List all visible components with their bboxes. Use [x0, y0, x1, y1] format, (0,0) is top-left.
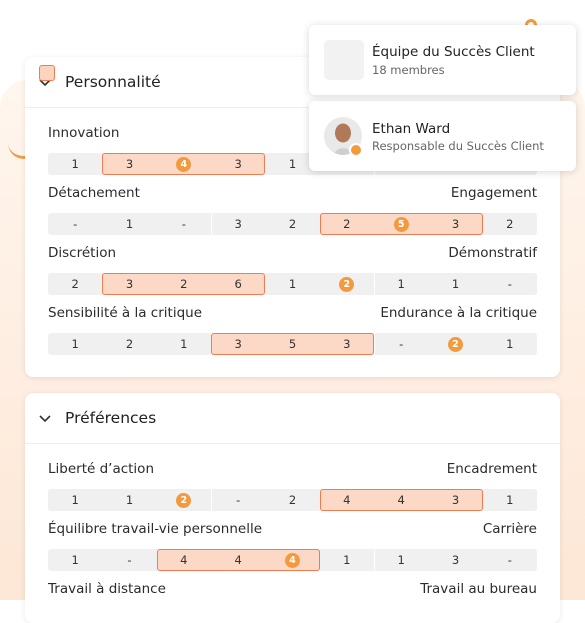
- scale-cell[interactable]: 1: [180, 337, 188, 351]
- scale-bar: [48, 549, 537, 571]
- scale-cell[interactable]: 3: [451, 493, 460, 507]
- position-marker: 2: [448, 337, 463, 352]
- person-role: Responsable du Succès Client: [372, 139, 544, 153]
- scale-cell[interactable]: 1: [125, 217, 134, 231]
- scale-bar: [48, 273, 537, 295]
- scale-right-label: Travail au bureau: [420, 581, 537, 597]
- scale-row: [48, 185, 537, 235]
- scale-cell[interactable]: 3: [234, 217, 242, 231]
- scale-left-label: Travail à distance: [48, 581, 166, 597]
- scale-cell[interactable]: 3: [125, 157, 134, 171]
- scale-cell[interactable]: -: [73, 217, 78, 231]
- chevron-down-icon[interactable]: [25, 411, 65, 425]
- position-marker: 2: [176, 493, 191, 508]
- scale-cell[interactable]: [157, 153, 211, 175]
- scale-cell[interactable]: 4: [180, 553, 188, 567]
- scale-cell[interactable]: -: [507, 553, 512, 567]
- position-marker: 5: [394, 217, 409, 232]
- scale-bar: [48, 333, 537, 355]
- scale-cell[interactable]: 2: [288, 217, 297, 231]
- personality-title: Personnalité: [65, 73, 161, 91]
- scale-cell[interactable]: 3: [451, 217, 460, 231]
- scale-labels: [48, 521, 537, 541]
- scale-cell[interactable]: [374, 213, 428, 235]
- scale-left-label: Détachement: [48, 185, 140, 201]
- scale-cell[interactable]: 1: [71, 157, 79, 171]
- scale-cell[interactable]: 6: [234, 277, 242, 291]
- scale-left-label: Innovation: [48, 125, 120, 141]
- scale-row: [48, 581, 537, 601]
- person-name: Ethan Ward: [372, 121, 451, 137]
- scale-right-label: Endurance à la critique: [380, 305, 537, 321]
- team-avatar: [324, 40, 364, 80]
- scale-row: [48, 305, 537, 355]
- scale-row: [48, 461, 537, 511]
- scale-cell[interactable]: 1: [288, 277, 297, 291]
- preferences-title: Préférences: [65, 409, 157, 427]
- scale-bar: [48, 213, 537, 235]
- scale-row: [48, 521, 537, 571]
- scale-cell[interactable]: 1: [288, 157, 297, 171]
- scale-cell[interactable]: 3: [125, 277, 134, 291]
- scale-cell[interactable]: 4: [234, 553, 242, 567]
- scale-cell[interactable]: -: [236, 493, 241, 507]
- scale-cell[interactable]: 3: [343, 337, 351, 351]
- scale-cell[interactable]: [320, 273, 374, 295]
- scale-cell[interactable]: 4: [397, 493, 405, 507]
- scale-labels: [48, 581, 537, 601]
- scale-cell[interactable]: 1: [397, 277, 405, 291]
- scale-cell[interactable]: 1: [451, 277, 460, 291]
- team-member-count: 18 membres: [372, 63, 445, 77]
- scale-cell[interactable]: 1: [343, 553, 351, 567]
- scale-cell[interactable]: 5: [288, 337, 297, 351]
- scale-row: [48, 245, 537, 295]
- scale-cell[interactable]: 2: [343, 217, 351, 231]
- scale-right-label: Carrière: [482, 521, 537, 537]
- scale-cell[interactable]: 1: [125, 493, 134, 507]
- position-marker: 2: [339, 277, 354, 292]
- scale-left-label: Discrétion: [48, 245, 117, 261]
- scale-cell[interactable]: 2: [125, 337, 134, 351]
- scale-cell[interactable]: [265, 549, 319, 571]
- scale-left-label: Sensibilité à la critique: [48, 305, 203, 321]
- scale-labels: [48, 245, 537, 265]
- scale-right-label: Démonstratif: [448, 245, 537, 261]
- scale-cell[interactable]: 3: [234, 337, 242, 351]
- position-marker: 4: [176, 157, 191, 172]
- scale-cell[interactable]: 3: [234, 157, 242, 171]
- scale-cell[interactable]: 2: [288, 493, 297, 507]
- scale-right-label: Encadrement: [446, 461, 537, 477]
- team-name: Équipe du Succès Client: [372, 44, 535, 60]
- preferences-card: [25, 393, 560, 623]
- scale-labels: [48, 305, 537, 325]
- scale-cell[interactable]: 1: [71, 337, 79, 351]
- scale-cell[interactable]: [428, 333, 482, 355]
- team-popup[interactable]: [309, 25, 576, 95]
- scale-cell[interactable]: [157, 489, 211, 511]
- scale-left-label: Liberté d’action: [48, 461, 155, 477]
- scale-right-label: Engagement: [450, 185, 537, 201]
- scale-cell[interactable]: 1: [71, 493, 79, 507]
- scale-cell[interactable]: -: [181, 217, 186, 231]
- preferences-card-header[interactable]: [25, 393, 560, 444]
- scale-labels: [48, 185, 537, 205]
- scale-cell[interactable]: 1: [506, 337, 514, 351]
- scale-cell[interactable]: 1: [506, 493, 514, 507]
- scale-cell[interactable]: 1: [397, 553, 405, 567]
- position-marker: 4: [285, 553, 300, 568]
- scale-left-label: Équilibre travail-vie personnelle: [48, 521, 262, 537]
- scale-cell[interactable]: -: [127, 553, 132, 567]
- scale-cell[interactable]: 1: [71, 553, 79, 567]
- scale-cell[interactable]: 2: [506, 217, 514, 231]
- status-dot: [349, 143, 363, 157]
- scale-cell[interactable]: 3: [451, 553, 460, 567]
- scale-bar: [48, 489, 537, 511]
- scale-cell[interactable]: 2: [180, 277, 188, 291]
- scale-cell[interactable]: 2: [71, 277, 79, 291]
- scale-cell[interactable]: -: [399, 337, 404, 351]
- person-popup[interactable]: [309, 101, 576, 171]
- team-badge-icon: [39, 65, 55, 81]
- scale-cell[interactable]: -: [507, 277, 512, 291]
- scale-labels: [48, 461, 537, 481]
- scale-cell[interactable]: 4: [343, 493, 351, 507]
